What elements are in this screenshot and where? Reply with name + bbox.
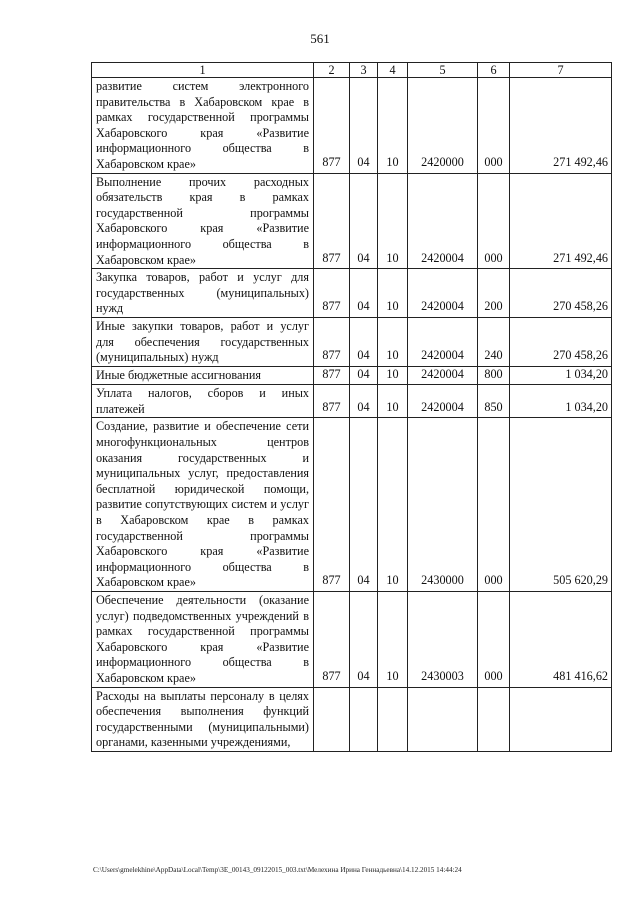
amount: 270 458,26 bbox=[510, 317, 612, 366]
header-row bbox=[92, 63, 612, 78]
amount bbox=[510, 687, 612, 751]
section-code bbox=[350, 687, 378, 751]
ministry-code: 877 bbox=[314, 418, 350, 592]
section-code: 04 bbox=[350, 592, 378, 688]
target-article-code: 2420004 bbox=[408, 385, 478, 418]
expense-type-code bbox=[478, 687, 510, 751]
ministry-code: 877 bbox=[314, 269, 350, 318]
amount: 270 458,26 bbox=[510, 269, 612, 318]
col-header: 3 bbox=[350, 63, 378, 78]
table-row bbox=[92, 317, 612, 366]
expense-type-code: 000 bbox=[478, 78, 510, 174]
table-row bbox=[92, 385, 612, 418]
subsection-code: 10 bbox=[378, 78, 408, 174]
subsection-code: 10 bbox=[378, 317, 408, 366]
amount: 481 416,62 bbox=[510, 592, 612, 688]
col-header: 4 bbox=[378, 63, 408, 78]
ministry-code: 877 bbox=[314, 385, 350, 418]
table-row bbox=[92, 366, 612, 385]
target-article-code: 2420004 bbox=[408, 173, 478, 269]
row-description: Закупка товаров, работ и услуг для государственных (муниципальных) нужд bbox=[92, 269, 314, 318]
ministry-code: 877 bbox=[314, 173, 350, 269]
subsection-code: 10 bbox=[378, 269, 408, 318]
file-path-footer: C:\Users\gmelekhine\AppData\Local\Temp\3E_00143_09122015_003.txt\Мелехина Ирина Геннадьевна\14.12.2015 14:44:24 bbox=[93, 866, 462, 874]
amount: 271 492,46 bbox=[510, 78, 612, 174]
row-description: Иные бюджетные ассигнования bbox=[92, 366, 314, 385]
ministry-code: 877 bbox=[314, 592, 350, 688]
expense-type-code: 850 bbox=[478, 385, 510, 418]
subsection-code: 10 bbox=[378, 418, 408, 592]
row-description: Иные закупки товаров, работ и услуг для обеспечения государственных (муниципальных) нужд bbox=[92, 317, 314, 366]
table-row bbox=[92, 173, 612, 269]
subsection-code: 10 bbox=[378, 385, 408, 418]
section-code: 04 bbox=[350, 173, 378, 269]
row-description: Расходы на выплаты персоналу в целях обеспечения выполнения функций государственными (муниципальными) органами, казенными учреждениями, bbox=[92, 687, 314, 751]
page-number: 561 bbox=[310, 31, 330, 46]
row-description: Создание, развитие и обеспечение сети многофункциональных центров оказания государственных и муниципальных услуг, предоставления бесплатной юридической помощи, развитие сопутствующих систем и услуг в Хабаровском крае в рамках государственной программы Хабаровского края «Развитие информационного общества в Хабаровском крае» bbox=[92, 418, 314, 592]
ministry-code: 877 bbox=[314, 366, 350, 385]
section-code: 04 bbox=[350, 317, 378, 366]
target-article-code: 2420000 bbox=[408, 78, 478, 174]
row-description: Выполнение прочих расходных обязательств края в рамках государственной программы Хабаровского края «Развитие информационного общества в Хабаровском крае» bbox=[92, 173, 314, 269]
section-code: 04 bbox=[350, 418, 378, 592]
ministry-code: 877 bbox=[314, 78, 350, 174]
col-header: 7 bbox=[510, 63, 612, 78]
table-row bbox=[92, 592, 612, 688]
budget-table bbox=[91, 62, 612, 752]
expense-type-code: 000 bbox=[478, 418, 510, 592]
section-code: 04 bbox=[350, 385, 378, 418]
table-row bbox=[92, 78, 612, 174]
target-article-code bbox=[408, 687, 478, 751]
table-row bbox=[92, 418, 612, 592]
col-header: 1 bbox=[92, 63, 314, 78]
row-description: Обеспечение деятельности (оказание услуг) подведомственных учреждений в рамках государственной программы Хабаровского края «Развитие информационного общества в Хабаровском крае» bbox=[92, 592, 314, 688]
ministry-code: 877 bbox=[314, 317, 350, 366]
expense-type-code: 240 bbox=[478, 317, 510, 366]
section-code: 04 bbox=[350, 366, 378, 385]
ministry-code bbox=[314, 687, 350, 751]
target-article-code: 2420004 bbox=[408, 317, 478, 366]
table-row bbox=[92, 269, 612, 318]
amount: 1 034,20 bbox=[510, 366, 612, 385]
amount: 1 034,20 bbox=[510, 385, 612, 418]
target-article-code: 2420004 bbox=[408, 366, 478, 385]
col-header: 5 bbox=[408, 63, 478, 78]
col-header: 6 bbox=[478, 63, 510, 78]
row-description: Уплата налогов, сборов и иных платежей bbox=[92, 385, 314, 418]
expense-type-code: 800 bbox=[478, 366, 510, 385]
section-code: 04 bbox=[350, 269, 378, 318]
expense-type-code: 000 bbox=[478, 173, 510, 269]
target-article-code: 2430000 bbox=[408, 418, 478, 592]
expense-type-code: 200 bbox=[478, 269, 510, 318]
target-article-code: 2420004 bbox=[408, 269, 478, 318]
col-header: 2 bbox=[314, 63, 350, 78]
amount: 271 492,46 bbox=[510, 173, 612, 269]
section-code: 04 bbox=[350, 78, 378, 174]
subsection-code bbox=[378, 687, 408, 751]
subsection-code: 10 bbox=[378, 592, 408, 688]
subsection-code: 10 bbox=[378, 173, 408, 269]
row-description: развитие систем электронного правительства в Хабаровском крае в рамках государственной программы Хабаровского края «Развитие информационного общества в Хабаровском крае» bbox=[92, 78, 314, 174]
table-row bbox=[92, 687, 612, 751]
target-article-code: 2430003 bbox=[408, 592, 478, 688]
amount: 505 620,29 bbox=[510, 418, 612, 592]
expense-type-code: 000 bbox=[478, 592, 510, 688]
subsection-code: 10 bbox=[378, 366, 408, 385]
